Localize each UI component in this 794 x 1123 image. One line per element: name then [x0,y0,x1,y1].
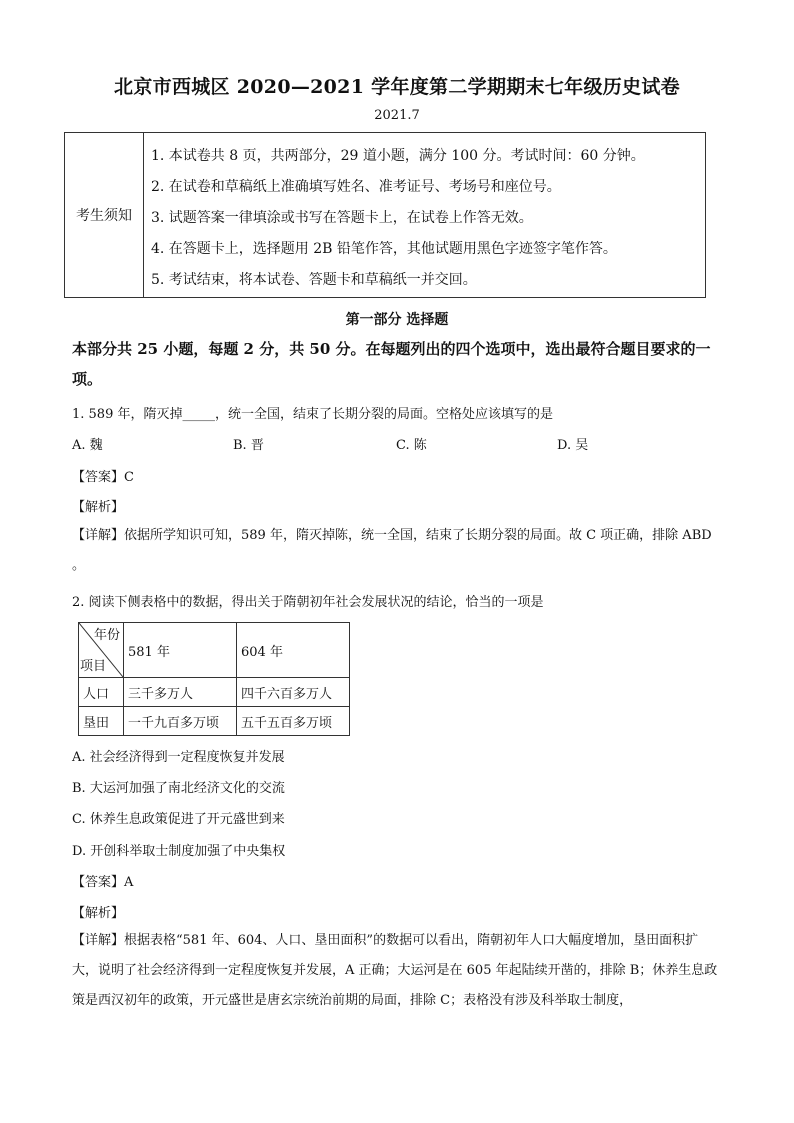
section-intro: 本部分共 25 小题，每题 2 分，共 50 分。在每题列出的四个选项中，选出最符合题目要求的一项。 [72,340,711,388]
q2-option-c: C. 休养生息政策促进了开元盛世到来 [72,812,285,827]
q2-answer [72,871,133,890]
detail-tag: 【详解】 [72,933,125,948]
table-row-label: 人口 [79,678,124,707]
table-corner-cell [79,623,124,678]
q2-data-table [78,622,350,736]
q1-option-d: D. 吴 [557,438,589,453]
notice-item: 2. 在试卷和草稿纸上准确填写姓名、准考证号、考场号和座位号。 [151,179,561,195]
notice-items [151,141,645,296]
answer-value: A [124,875,134,890]
q1-stem: 1. 589 年，隋灭掉_____，统一全国，结束了长期分裂的局面。空格处应该填写的是 [72,407,553,422]
q1-option-c: C. 陈 [396,438,427,453]
table-cell: 五千五百多万顷 [237,707,350,736]
table-header-cell: 604 年 [237,623,350,678]
q1-option-a: A. 魏 [72,438,103,453]
table-row-label: 垦田 [79,707,124,736]
q1-option-b: B. 晋 [233,438,264,453]
q1-answer [72,466,134,485]
exam-date: 2021.7 [374,108,420,123]
exam-title: 北京市西城区 2020—2021 学年度第二学期期末七年级历史试卷 [114,76,680,98]
answer-tag: 【答案】 [72,470,125,485]
table-header-cell: 581 年 [124,623,237,678]
notice-item: 3. 试题答案一律填涂或书写在答题卡上，在试卷上作答无效。 [151,210,533,226]
corner-bottom-label: 项目 [80,659,107,674]
q2-stem: 2. 阅读下侧表格中的数据，得出关于隋朝初年社会发展状况的结论，恰当的一项是 [72,595,544,610]
notice-item: 1. 本试卷共 8 页，共两部分，29 道小题，满分 100 分。考试时间：60 分钟。 [151,148,645,164]
section-title: 第一部分 选择题 [345,312,449,328]
notice-label: 考生须知 [65,133,144,297]
table-row [79,678,350,707]
q2-option-a: A. 社会经济得到一定程度恢复并发展 [72,750,285,765]
detail-text: 根据表格“581 年、604、人口、垦田面积”的数据可以看出，隋朝初年人口大幅度增加，垦田面积扩大，说明了社会经济得到一定程度恢复并发展，A 正确；大运河是在 605 年起陆续开凿的，排除 B；休养生息政策是西汉初年的政策，开元盛世是唐玄宗统治前期的局面，排除 C；表格没有涉及科举取士制度， [72,933,718,1008]
q2-detail [72,926,722,1016]
answer-tag: 【答案】 [72,875,125,890]
q2-option-b: B. 大运河加强了南北经济文化的交流 [72,781,285,796]
notice-item: 4. 在答题卡上，选择题用 2B 铅笔作答，其他试题用黑色字迹签字笔作答。 [151,241,617,257]
table-cell: 四千六百多万人 [237,678,350,707]
table-cell: 三千多万人 [124,678,237,707]
detail-text: 依据所学知识可知，589 年，隋灭掉陈，统一全国，结束了长期分裂的局面。故 C 项正确，排除 ABD 。 [72,528,712,573]
answer-value: C [124,470,134,485]
q2-analysis-tag: 【解析】 [72,906,125,921]
corner-top-label: 年份 [93,628,120,643]
candidate-notice-box [64,132,706,298]
notice-item: 5. 考试结束，将本试卷、答题卡和草稿纸一并交回。 [151,272,477,288]
table-cell: 一千九百多万顷 [124,707,237,736]
detail-tag: 【详解】 [72,528,125,543]
q1-detail [72,521,722,581]
q2-option-d: D. 开创科举取士制度加强了中央集权 [72,844,286,859]
table-row [79,707,350,736]
q1-analysis-tag: 【解析】 [72,500,125,515]
